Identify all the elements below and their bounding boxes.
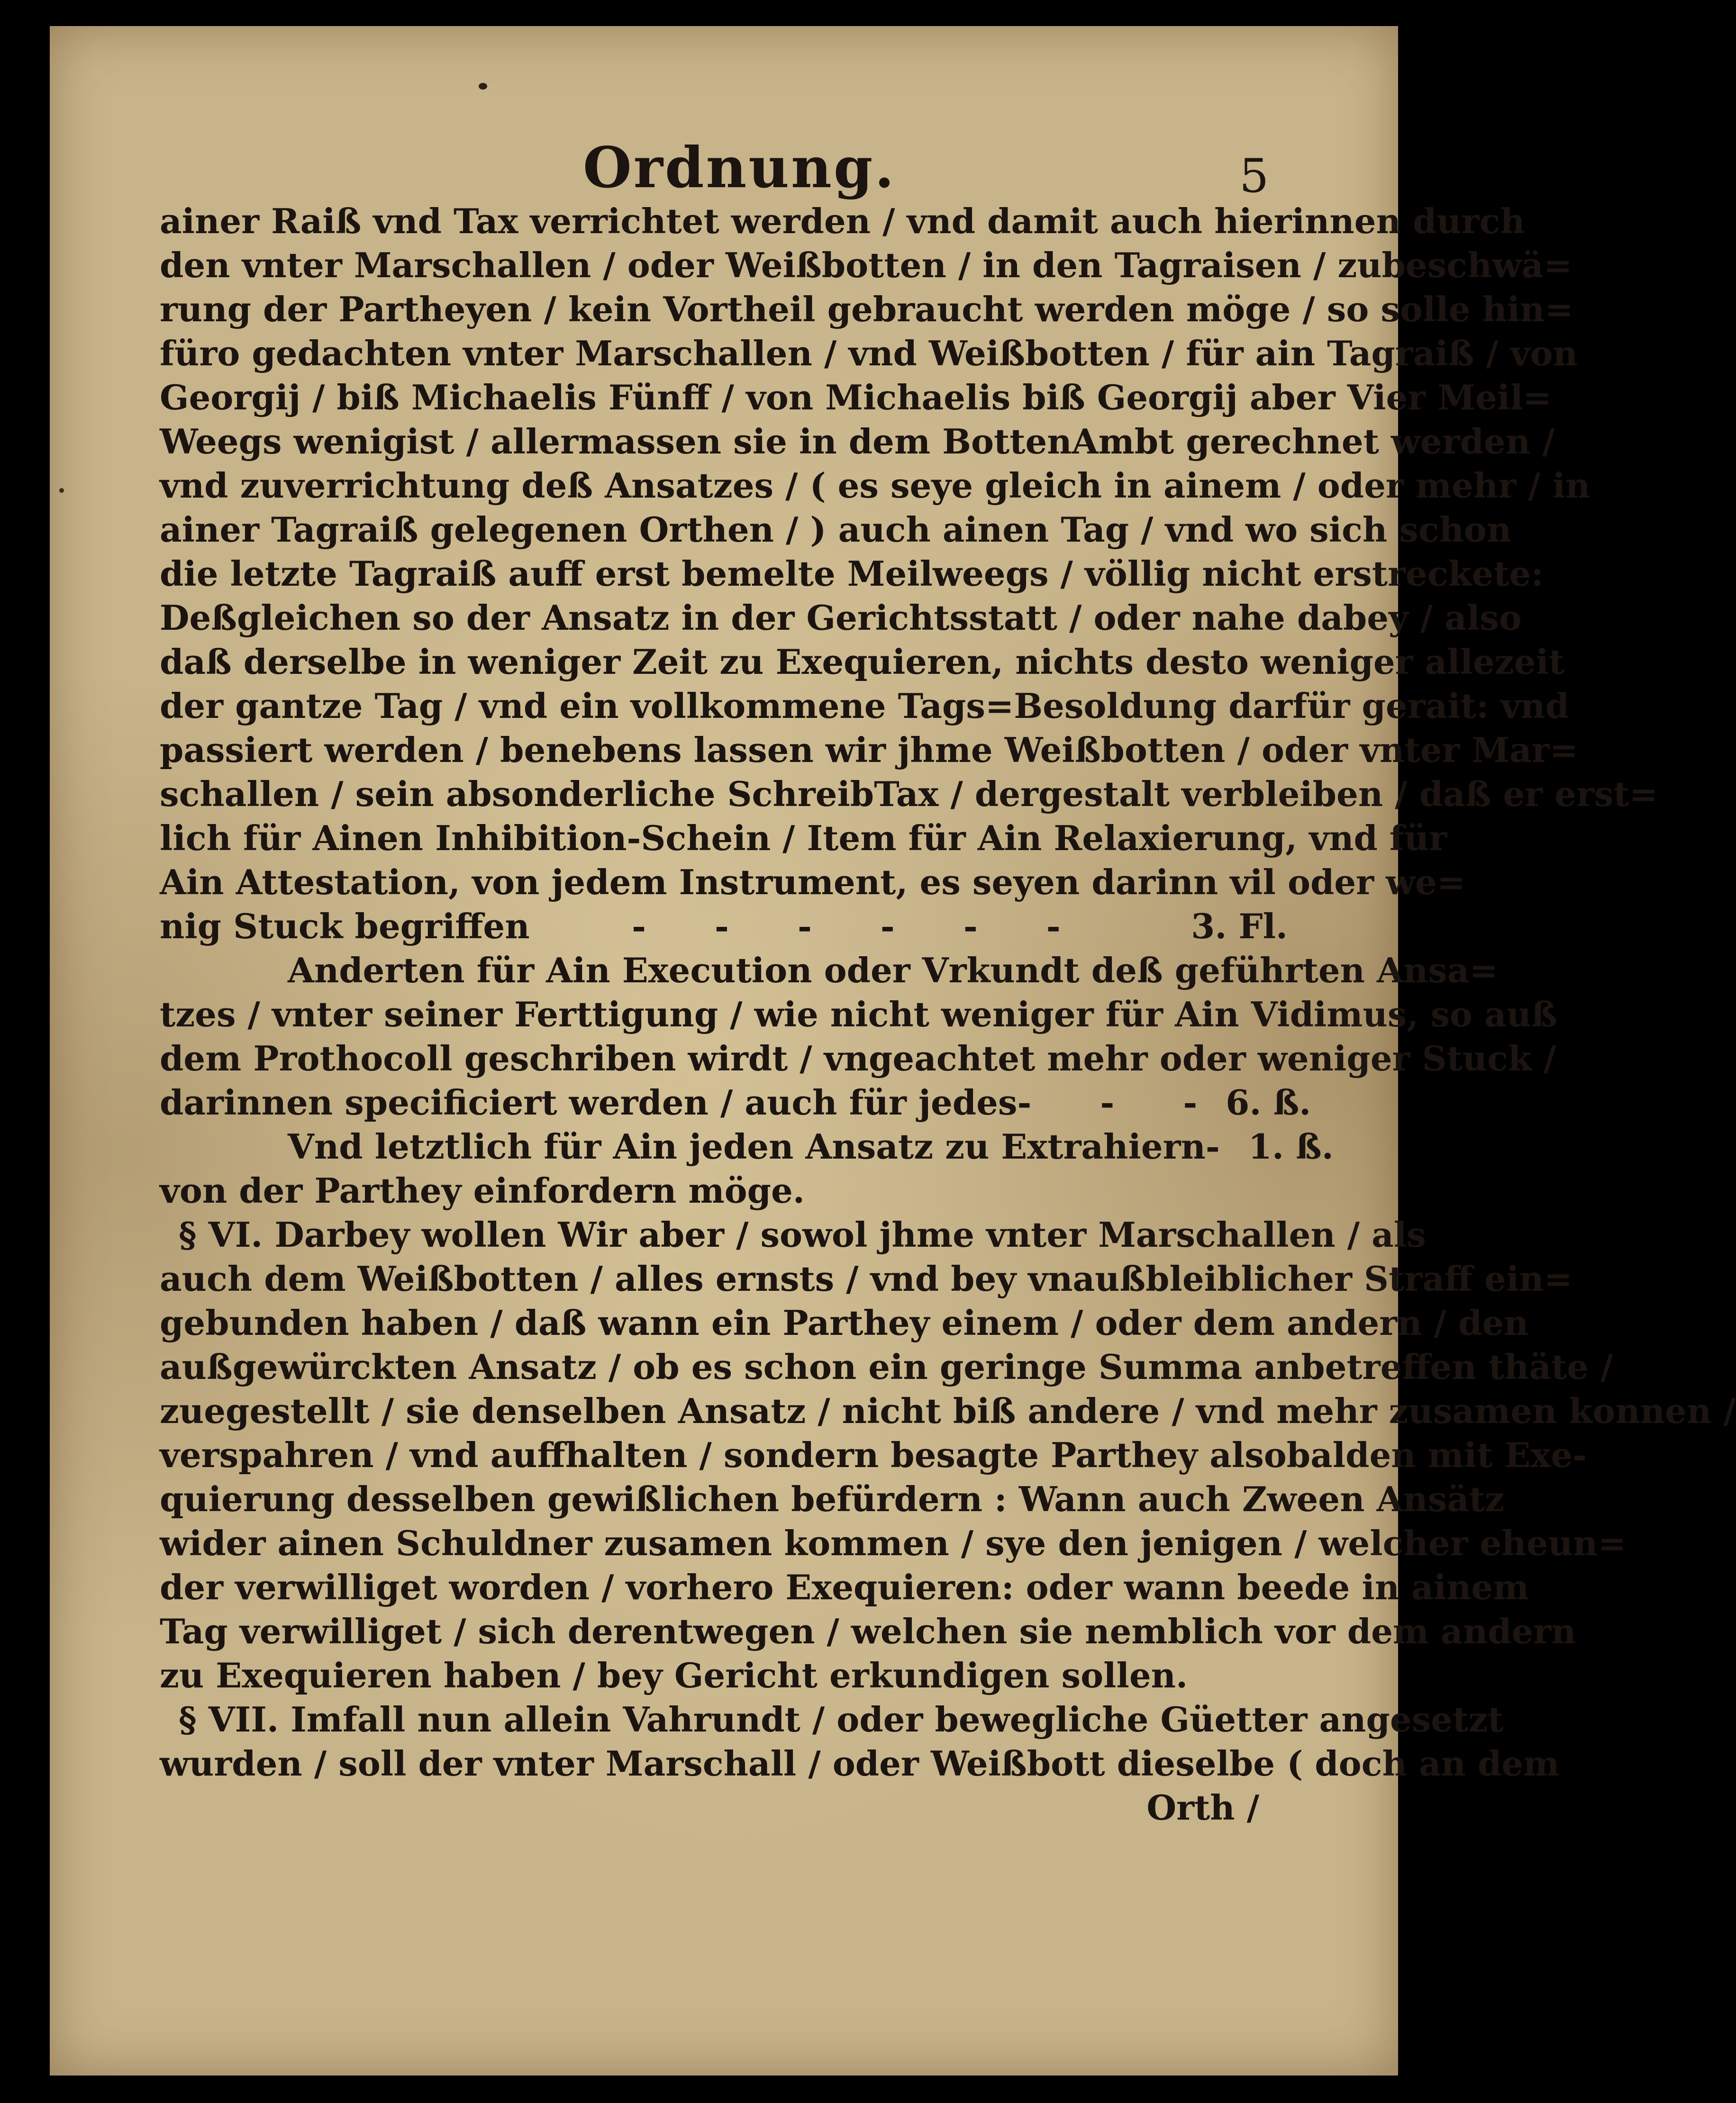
text-line: füro gedachten vnter Marschallen / vnd Weißbotten / für ain Tagraiß / von (160, 333, 1578, 373)
text-line: Deßgleichen so der Ansatz in der Gerichtsstatt / oder nahe dabey / also (160, 598, 1522, 638)
text-line: rung der Partheyen / kein Vortheil gebraucht werden möge / so solle hin= (160, 289, 1573, 329)
text-line: verspahren / vnd auffhalten / sondern besagte Parthey alsobalden mit Exe- (160, 1435, 1587, 1475)
text-line: passiert werden / benebens lassen wir jhme Weißbotten / oder vnter Mar= (160, 730, 1578, 770)
text-line: wurden / soll der vnter Marschall / oder Weißbott dieselbe ( doch an dem (160, 1743, 1560, 1784)
fee-description: Vnd letztlich für Ain jeden Ansatz zu Extrahiern (288, 1126, 1206, 1167)
text-line: wider ainen Schuldner zusamen kommen / sye den jenigen / welcher eheun= (160, 1523, 1627, 1563)
section-heading-line: § VII. Imfall nun allein Vahrundt / oder bewegliche Güetter angesetzt (179, 1699, 1504, 1740)
text-line: dem Prothocoll geschriben wirdt / vngeachtet mehr oder weniger Stuck / (160, 1038, 1556, 1079)
page-number: 5 (1239, 149, 1269, 203)
fee-line (160, 1124, 1334, 1169)
text-line: der gantze Tag / vnd ein vollkommene Tags=Besoldung darfür gerait: vnd (160, 686, 1570, 726)
text-line: von der Parthey einfordern möge. (160, 1170, 805, 1211)
text-line: tzes / vnter seiner Ferttigung / wie nicht weniger für Ain Vidimus, so auß (160, 994, 1557, 1034)
fee-amount: 3. Fl. (1191, 906, 1288, 946)
margin-mark (59, 488, 64, 493)
text-line: Tag verwilliget / sich derentwegen / welchen sie nemblich vor dem andern (160, 1611, 1576, 1651)
text-line: der verwilliget worden / vorhero Exequieren: oder wann beede in ainem (160, 1567, 1529, 1607)
running-title: Ordnung. (583, 135, 896, 200)
text-line: die letzte Tagraiß auff erst bemelte Meilweegs / völlig nicht erstreckete: (160, 553, 1544, 594)
text-line: zu Exequieren haben / bey Gericht erkundigen sollen. (160, 1655, 1188, 1695)
section-heading-line: § VI. Darbey wollen Wir aber / sowol jhme vnter Marschallen / als (179, 1215, 1426, 1255)
text-line: Anderten für Ain Execution oder Vrkundt deß geführten Ansa= (288, 950, 1498, 990)
body-text (160, 199, 1736, 1830)
fee-line (160, 1080, 1311, 1124)
dash-leader: - (1205, 1126, 1248, 1167)
ink-dot (479, 83, 487, 90)
text-line: Ain Attestation, von jedem Instrument, es seyen darinn vil oder we= (160, 862, 1466, 902)
fee-amount: 1. ß. (1248, 1126, 1334, 1167)
text-line: lich für Ainen Inhibition-Schein / Item für Ain Relaxierung, vnd für (160, 818, 1447, 858)
text-line: Georgij / biß Michaelis Fünff / von Michaelis biß Georgij aber Vier Meil= (160, 377, 1552, 417)
fee-amount: 6. ß. (1226, 1082, 1311, 1123)
text-line: zuegestellt / sie denselben Ansatz / nicht biß andere / vnd mehr zusamen konnen / (160, 1391, 1736, 1431)
text-line: den vnter Marschallen / oder Weißbotten / in den Tagraisen / zubeschwä= (160, 245, 1572, 285)
text-line: gebunden haben / daß wann ein Parthey einem / oder dem andern / den (160, 1303, 1529, 1343)
text-line: auch dem Weißbotten / alles ernsts / vnd bey vnaußbleiblicher Straff ein= (160, 1259, 1572, 1299)
text-line: schallen / sein absonderliche SchreibTax / dergestalt verbleiben / daß er erst= (160, 774, 1658, 814)
text-line: ainer Raiß vnd Tax verrichtet werden / vnd damit auch hierinnen durch (160, 201, 1525, 241)
fee-line (160, 904, 1288, 948)
text-line: vnd zuverrichtung deß Ansatzes / ( es seye gleich in ainem / oder mehr / in (160, 465, 1591, 506)
fee-description: nig Stuck begriffen (160, 906, 530, 946)
text-line: ainer Tagraiß gelegenen Orthen / ) auch ainen Tag / vnd wo sich schon (160, 509, 1512, 550)
text-line: quierung desselben gewißlichen befürdern : Wann auch Zween Ansätz (160, 1479, 1505, 1519)
catchword: Orth / (1146, 1787, 1259, 1828)
dash-leader: - - - - - - (632, 906, 1089, 946)
book-page (50, 26, 1736, 2076)
text-line: daß derselbe in weniger Zeit zu Exequieren, nichts desto weniger allezeit (160, 642, 1565, 682)
dash-leader: - - - (1017, 1082, 1226, 1123)
fee-description: darinnen specificiert werden / auch für jedes (160, 1082, 1018, 1123)
text-line: Weegs wenigist / allermassen sie in dem BottenAmbt gerechnet werden / (160, 421, 1555, 462)
text-line: außgewürckten Ansatz / ob es schon ein geringe Summa anbetreffen thäte / (160, 1347, 1613, 1387)
